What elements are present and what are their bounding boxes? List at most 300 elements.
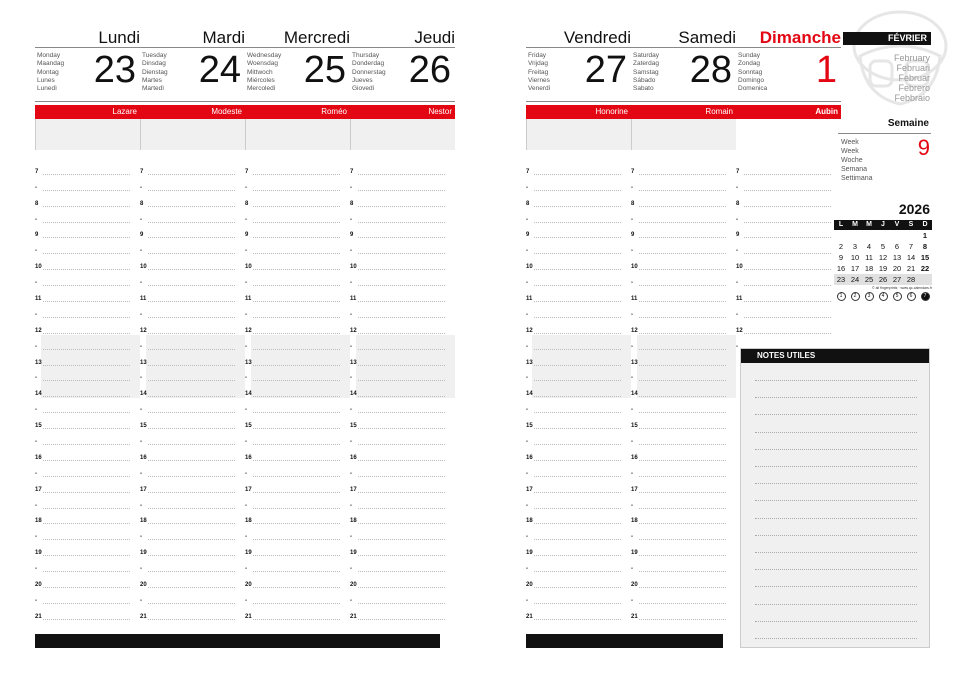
hour-slot[interactable] (140, 605, 245, 621)
mini-calendar-day (890, 230, 904, 241)
mini-calendar-day: 24 (850, 275, 860, 284)
hour-label: - (736, 248, 738, 255)
hour-label: 13 (245, 359, 252, 366)
hour-slot[interactable] (35, 367, 140, 383)
mini-calendar-day: 27 (892, 275, 902, 284)
hour-slot[interactable] (631, 510, 736, 526)
day-memo-box[interactable] (140, 119, 245, 150)
hour-label: 15 (245, 423, 252, 430)
hour-slot[interactable] (736, 303, 841, 319)
hour-slot[interactable] (35, 414, 140, 430)
hour-slot[interactable] (350, 208, 455, 224)
hour-label: - (350, 470, 352, 477)
hour-label: - (140, 407, 142, 414)
mini-calendar-day: 7 (908, 242, 914, 251)
hour-slot[interactable] (350, 589, 455, 605)
weekday-number-icon: 4 (879, 292, 888, 301)
hour-slot[interactable] (245, 319, 350, 335)
hour-slot[interactable] (526, 367, 631, 383)
hour-slot[interactable] (35, 589, 140, 605)
hour-slot[interactable] (35, 176, 140, 192)
hour-slot[interactable] (35, 208, 140, 224)
hour-slot[interactable] (526, 239, 631, 255)
hour-slot[interactable] (631, 160, 736, 176)
hour-slot[interactable] (35, 478, 140, 494)
hour-slot[interactable] (35, 510, 140, 526)
hour-label: 8 (736, 200, 740, 207)
hour-slot[interactable] (140, 255, 245, 271)
hour-label: 9 (631, 232, 635, 239)
hour-slot[interactable] (245, 605, 350, 621)
hour-slot[interactable] (736, 160, 841, 176)
hour-slot[interactable] (350, 335, 455, 351)
notes-line (755, 413, 917, 415)
hour-slot[interactable] (140, 446, 245, 462)
hour-label: 13 (631, 359, 638, 366)
hour-slot[interactable] (140, 510, 245, 526)
hour-slot[interactable] (631, 478, 736, 494)
hour-slot[interactable] (245, 160, 350, 176)
hour-label: 18 (35, 518, 42, 525)
hour-slot[interactable] (631, 319, 736, 335)
hour-slot[interactable] (526, 208, 631, 224)
hour-slot[interactable] (245, 239, 350, 255)
day-translations: Monday Maandag Montag Lunes Lunedì (37, 52, 65, 93)
hour-label: - (140, 184, 142, 191)
hour-slot[interactable] (631, 382, 736, 398)
day-column-samedi (631, 0, 736, 680)
hour-slot[interactable] (631, 176, 736, 192)
hour-label: - (140, 470, 142, 477)
hour-slot[interactable] (350, 446, 455, 462)
hour-slot[interactable] (35, 271, 140, 287)
hour-slot[interactable] (526, 398, 631, 414)
hour-slot[interactable] (526, 176, 631, 192)
hour-slot[interactable] (35, 573, 140, 589)
weekday-number-icon: 1 (837, 292, 846, 301)
day-number: 28 (689, 49, 732, 91)
hour-slot[interactable] (350, 573, 455, 589)
hour-slot[interactable] (35, 319, 140, 335)
mini-calendar-day (904, 230, 918, 241)
hour-slot[interactable] (736, 208, 841, 224)
hour-label: - (140, 375, 142, 382)
hour-slot[interactable] (526, 478, 631, 494)
hour-slot[interactable] (631, 271, 736, 287)
hour-slot[interactable] (736, 224, 841, 240)
hour-slot[interactable] (631, 208, 736, 224)
saint-name: Honorine (526, 105, 631, 119)
hour-label: 14 (140, 391, 147, 398)
hour-grid (526, 160, 631, 621)
hour-slot[interactable] (350, 605, 455, 621)
hour-slot[interactable] (526, 541, 631, 557)
hour-label: 19 (140, 550, 147, 557)
hour-slot[interactable] (526, 271, 631, 287)
hour-slot[interactable] (631, 287, 736, 303)
hour-slot[interactable] (350, 494, 455, 510)
mini-calendar-day (876, 230, 890, 241)
hour-slot[interactable] (526, 605, 631, 621)
day-number: 25 (303, 49, 346, 91)
hour-slot[interactable] (245, 398, 350, 414)
hour-label: - (35, 534, 37, 541)
hour-slot[interactable] (245, 192, 350, 208)
hour-label: - (245, 343, 247, 350)
hour-slot[interactable] (35, 224, 140, 240)
hour-slot[interactable] (526, 446, 631, 462)
hour-slot[interactable] (245, 494, 350, 510)
weekday-number-icon: 5 (893, 292, 902, 301)
hour-slot[interactable] (35, 303, 140, 319)
hour-slot[interactable] (526, 525, 631, 541)
hour-slot[interactable] (350, 557, 455, 573)
day-column-vendredi (526, 0, 631, 680)
saint-name: Modeste (140, 105, 245, 119)
hour-slot[interactable] (631, 605, 736, 621)
hour-label: 16 (631, 454, 638, 461)
hour-label: - (350, 375, 352, 382)
day-number: 27 (584, 49, 627, 91)
hour-label: 21 (140, 613, 147, 620)
hour-slot[interactable] (140, 414, 245, 430)
day-translations: Tuesday Dinsdag Dienstag Martes Martedì (142, 52, 168, 93)
day-memo-box[interactable] (245, 119, 350, 150)
hour-slot[interactable] (140, 239, 245, 255)
hour-slot[interactable] (245, 208, 350, 224)
hour-slot[interactable] (526, 192, 631, 208)
hour-slot[interactable] (35, 541, 140, 557)
hour-slot[interactable] (140, 462, 245, 478)
hour-slot[interactable] (245, 510, 350, 526)
hour-slot[interactable] (350, 367, 455, 383)
hour-slot[interactable] (245, 557, 350, 573)
hour-slot[interactable] (631, 255, 736, 271)
hour-slot[interactable] (350, 382, 455, 398)
hour-slot[interactable] (140, 525, 245, 541)
mini-calendar-day: 19 (878, 264, 888, 273)
hour-label: - (631, 439, 633, 446)
hour-slot[interactable] (245, 335, 350, 351)
hour-label: - (526, 343, 528, 350)
hour-label: 15 (35, 423, 42, 430)
hour-slot[interactable] (35, 335, 140, 351)
hour-slot[interactable] (35, 192, 140, 208)
hour-slot[interactable] (245, 446, 350, 462)
hour-label: 14 (526, 391, 533, 398)
day-translations: Wednesday Woensdag Mittwoch Miércoles Mercoledì (247, 52, 282, 93)
hour-slot[interactable] (35, 255, 140, 271)
hour-label: - (350, 216, 352, 223)
day-number: 24 (198, 49, 241, 91)
hour-slot[interactable] (350, 319, 455, 335)
hour-slot[interactable] (140, 478, 245, 494)
hour-slot[interactable] (245, 271, 350, 287)
hour-slot[interactable] (35, 287, 140, 303)
hour-slot[interactable] (245, 303, 350, 319)
mini-calendar-day: 21 (906, 264, 916, 273)
hour-slot[interactable] (140, 589, 245, 605)
notes-line (755, 534, 917, 536)
hour-slot[interactable] (35, 239, 140, 255)
hour-slot[interactable] (736, 239, 841, 255)
hour-slot[interactable] (350, 541, 455, 557)
hour-label: 14 (35, 391, 42, 398)
hour-label: - (526, 216, 528, 223)
hour-label: - (631, 502, 633, 509)
hour-slot[interactable] (631, 462, 736, 478)
hour-label: - (245, 470, 247, 477)
hour-label: 17 (245, 486, 252, 493)
hour-slot[interactable] (245, 541, 350, 557)
hour-label: 14 (245, 391, 252, 398)
hour-slot[interactable] (35, 446, 140, 462)
mini-calendar-year: 2026 (898, 201, 930, 217)
hour-slot[interactable] (526, 287, 631, 303)
hour-label: - (35, 470, 37, 477)
day-number: 23 (93, 49, 136, 91)
hour-slot[interactable] (526, 573, 631, 589)
hour-slot[interactable] (140, 208, 245, 224)
hour-slot[interactable] (140, 398, 245, 414)
hour-slot[interactable] (736, 287, 841, 303)
hour-slot[interactable] (245, 462, 350, 478)
hour-slot[interactable] (140, 224, 245, 240)
hour-slot[interactable] (736, 192, 841, 208)
hour-slot[interactable] (350, 510, 455, 526)
hour-slot[interactable] (631, 351, 736, 367)
day-divider-bottom (350, 101, 455, 102)
day-number: 26 (408, 49, 451, 91)
hour-label: 10 (140, 264, 147, 271)
hour-label: 11 (245, 296, 252, 303)
weekday-number-icon: 3 (865, 292, 874, 301)
hour-slot[interactable] (350, 255, 455, 271)
hour-slot[interactable] (350, 160, 455, 176)
hour-slot[interactable] (631, 303, 736, 319)
hour-label: 7 (140, 168, 144, 175)
hour-label: 11 (526, 296, 533, 303)
mini-calendar-day: 11 (865, 253, 873, 262)
hour-label: 17 (35, 486, 42, 493)
hour-label: - (526, 248, 528, 255)
hour-slot[interactable] (140, 160, 245, 176)
mini-calendar-header: L M M J V S D (834, 220, 932, 230)
hour-slot[interactable] (350, 176, 455, 192)
hour-label: - (35, 502, 37, 509)
hour-slot[interactable] (526, 462, 631, 478)
hour-label: 7 (350, 168, 354, 175)
day-translations: Friday Vrijdag Freitag Viernes Venerdì (528, 52, 551, 93)
hour-label: - (245, 280, 247, 287)
hour-slot[interactable] (631, 398, 736, 414)
hour-slot[interactable] (350, 525, 455, 541)
hour-label: 10 (350, 264, 357, 271)
hour-label: 17 (631, 486, 638, 493)
hour-slot[interactable] (736, 255, 841, 271)
hour-slot[interactable] (631, 414, 736, 430)
hour-slot[interactable] (245, 287, 350, 303)
hour-label: 7 (35, 168, 39, 175)
hour-label: 8 (350, 200, 354, 207)
hour-slot[interactable] (631, 589, 736, 605)
hour-slot[interactable] (350, 430, 455, 446)
hour-slot[interactable] (631, 525, 736, 541)
hour-slot[interactable] (526, 319, 631, 335)
hour-slot[interactable] (140, 367, 245, 383)
hour-label: 21 (526, 613, 533, 620)
hour-slot[interactable] (631, 367, 736, 383)
hour-slot[interactable] (245, 367, 350, 383)
hour-slot[interactable] (245, 176, 350, 192)
hour-slot[interactable] (526, 160, 631, 176)
hour-slot[interactable] (350, 462, 455, 478)
hour-label: 7 (736, 168, 740, 175)
hour-slot[interactable] (35, 351, 140, 367)
hour-label: 8 (35, 200, 39, 207)
hour-slot[interactable] (35, 605, 140, 621)
day-memo-box[interactable] (350, 119, 455, 150)
hour-slot[interactable] (631, 224, 736, 240)
hour-slot[interactable] (140, 319, 245, 335)
hour-slot[interactable] (245, 589, 350, 605)
hour-slot[interactable] (245, 478, 350, 494)
hour-slot[interactable] (140, 192, 245, 208)
hour-slot[interactable] (526, 224, 631, 240)
hour-label: - (140, 597, 142, 604)
hour-slot[interactable] (140, 271, 245, 287)
hour-grid (245, 160, 350, 621)
hour-label: - (350, 566, 352, 573)
hour-label: - (736, 184, 738, 191)
hour-slot[interactable] (350, 287, 455, 303)
hour-slot[interactable] (350, 271, 455, 287)
hour-slot[interactable] (35, 382, 140, 398)
hour-label: 12 (526, 327, 533, 334)
hour-slot[interactable] (245, 255, 350, 271)
hour-slot[interactable] (140, 430, 245, 446)
hour-slot[interactable] (526, 430, 631, 446)
notes-panel[interactable] (740, 348, 930, 648)
hour-slot[interactable] (350, 478, 455, 494)
hour-slot[interactable] (350, 351, 455, 367)
hour-slot[interactable] (245, 351, 350, 367)
hour-slot[interactable] (140, 382, 245, 398)
day-translations: Sunday Zondag Sonntag Domingo Domenica (738, 52, 768, 93)
hour-slot[interactable] (140, 303, 245, 319)
day-divider-bottom (245, 101, 350, 102)
hour-slot[interactable] (631, 239, 736, 255)
mini-calendar-week-row (834, 274, 932, 285)
hour-slot[interactable] (631, 430, 736, 446)
hour-slot[interactable] (35, 430, 140, 446)
hour-label: 20 (35, 582, 42, 589)
hour-slot[interactable] (140, 573, 245, 589)
left-page-footer-bar (35, 634, 440, 648)
hour-slot[interactable] (631, 446, 736, 462)
hour-slot[interactable] (526, 303, 631, 319)
hour-slot[interactable] (631, 335, 736, 351)
hour-slot[interactable] (140, 494, 245, 510)
hour-slot[interactable] (35, 557, 140, 573)
hour-slot[interactable] (350, 414, 455, 430)
mini-calendar-day: 10 (850, 253, 860, 262)
hour-slot[interactable] (631, 494, 736, 510)
hour-slot[interactable] (35, 160, 140, 176)
hour-label: - (526, 470, 528, 477)
hour-slot[interactable] (350, 224, 455, 240)
hour-slot[interactable] (526, 589, 631, 605)
hour-slot[interactable] (631, 541, 736, 557)
weekday-number-icon: 6 (907, 292, 916, 301)
hour-slot[interactable] (350, 398, 455, 414)
hour-slot[interactable] (35, 398, 140, 414)
day-memo-box[interactable] (35, 119, 140, 150)
hour-slot[interactable] (526, 494, 631, 510)
hour-slot[interactable] (140, 557, 245, 573)
hour-slot[interactable] (526, 414, 631, 430)
hour-slot[interactable] (526, 335, 631, 351)
hour-slot[interactable] (140, 335, 245, 351)
hour-label: 19 (526, 550, 533, 557)
hour-label: - (736, 343, 738, 350)
hour-slot[interactable] (350, 192, 455, 208)
hour-label: - (350, 248, 352, 255)
hour-slot[interactable] (736, 319, 841, 335)
notes-title: NOTES UTILES (741, 349, 929, 363)
hour-slot[interactable] (140, 351, 245, 367)
hour-slot[interactable] (526, 382, 631, 398)
hour-slot[interactable] (245, 430, 350, 446)
hour-slot[interactable] (526, 557, 631, 573)
hour-slot[interactable] (245, 224, 350, 240)
hour-label: - (526, 534, 528, 541)
hour-slot[interactable] (736, 271, 841, 287)
hour-slot[interactable] (245, 525, 350, 541)
mini-calendar-day: 28 (906, 275, 916, 284)
hour-slot[interactable] (631, 192, 736, 208)
hour-slot[interactable] (350, 239, 455, 255)
mini-calendar-week-row (834, 230, 932, 241)
hour-slot[interactable] (631, 557, 736, 573)
hour-label: 16 (35, 454, 42, 461)
hour-slot[interactable] (35, 525, 140, 541)
hour-slot[interactable] (245, 382, 350, 398)
day-memo-box[interactable] (526, 119, 631, 150)
hour-slot[interactable] (631, 573, 736, 589)
hour-label: - (245, 184, 247, 191)
hour-label: 7 (245, 168, 249, 175)
hour-slot[interactable] (526, 351, 631, 367)
hour-slot[interactable] (140, 541, 245, 557)
hour-slot[interactable] (140, 176, 245, 192)
hour-label: 12 (140, 327, 147, 334)
hour-label: - (350, 439, 352, 446)
hour-slot[interactable] (526, 510, 631, 526)
hour-slot[interactable] (245, 414, 350, 430)
hour-label: - (631, 311, 633, 318)
hour-slot[interactable] (35, 462, 140, 478)
hour-slot[interactable] (140, 287, 245, 303)
hour-slot[interactable] (245, 573, 350, 589)
hour-label: - (245, 311, 247, 318)
day-memo-box[interactable] (631, 119, 736, 150)
hour-slot[interactable] (350, 303, 455, 319)
hour-slot[interactable] (526, 255, 631, 271)
hour-slot[interactable] (35, 494, 140, 510)
mini-calendar-day (918, 274, 932, 285)
hour-slot[interactable] (736, 176, 841, 192)
